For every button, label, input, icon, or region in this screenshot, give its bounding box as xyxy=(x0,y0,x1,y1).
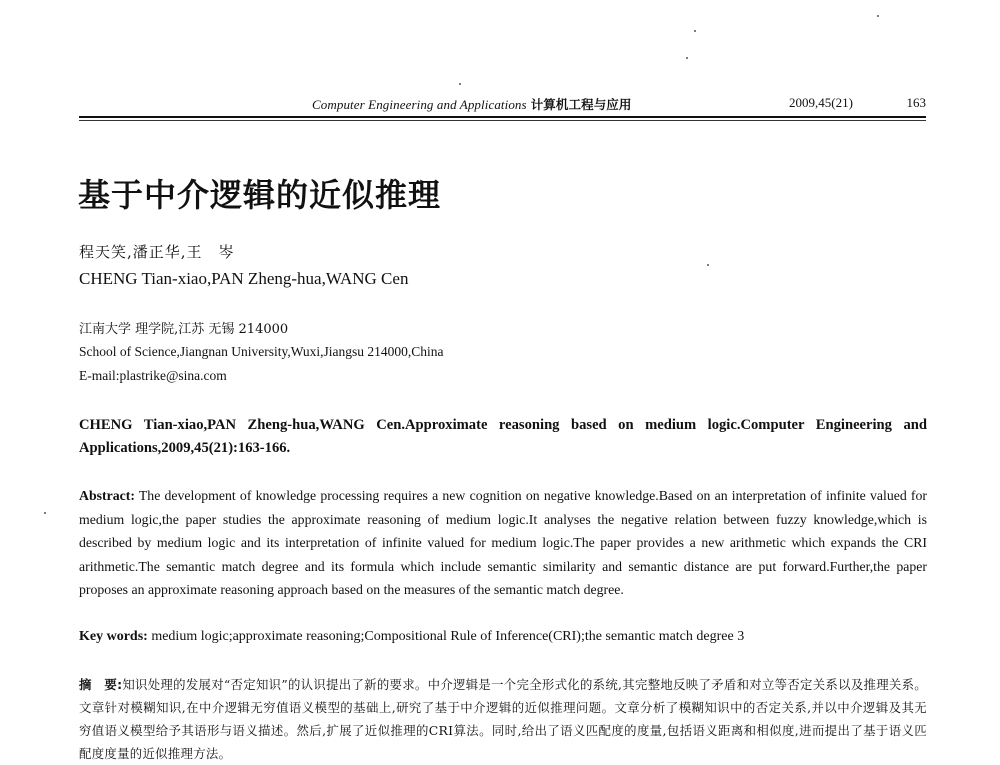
scan-speck xyxy=(877,15,879,17)
keywords-label: Key words: xyxy=(79,629,148,644)
issue-number: 2009,45(21) xyxy=(789,95,853,110)
scan-speck xyxy=(694,30,696,32)
author-email: E-mail:plastrike@sina.com xyxy=(79,368,227,383)
scan-speck xyxy=(44,512,46,514)
abstract-label: Abstract: xyxy=(79,488,135,503)
abstract-english xyxy=(79,484,927,602)
scan-speck xyxy=(686,57,688,59)
journal-name-en: Computer Engineering and Applications xyxy=(312,97,527,112)
header-rule-thin xyxy=(79,120,926,121)
keywords xyxy=(79,626,927,648)
paper-title: 基于中介逻辑的近似推理 xyxy=(78,176,442,214)
authors-chinese: 程天笑,潘正华,王 岑 xyxy=(79,243,235,261)
journal-name xyxy=(312,95,632,113)
scan-speck xyxy=(707,264,709,266)
abstract-chinese-label: 摘 要: xyxy=(79,677,123,692)
running-header xyxy=(79,95,926,117)
journal-name-cn: 计算机工程与应用 xyxy=(530,97,632,112)
abstract-chinese xyxy=(79,673,927,765)
keywords-text: medium logic;approximate reasoning;Compositional Rule of Inference(CRI);the semantic match degree 3 xyxy=(151,629,745,644)
page-number: 163 xyxy=(906,95,926,110)
abstract-text: The development of knowledge processing requires a new cognition on negative knowledge.Based on an interpretation of infinite valued for medium logic,the paper studies the approximate reasoning of medium logic.It analyses the negative relation between fuzzy knowledge,which is described by medium logic and its interpretation of infinite valued for medium logic.The paper provides a new arithmetic which expands the CRI arithmetic.The semantic match degree and its formula which include semantic similarity and semantic distance are put forward.Further,the paper proposes an approximate reasoning approach based on the measures of the semantic match degree. xyxy=(79,488,928,597)
authors-english: CHENG Tian-xiao,PAN Zheng-hua,WANG Cen xyxy=(79,269,409,288)
affiliation-chinese: 江南大学 理学院,江苏 无锡 214000 xyxy=(79,322,289,337)
affiliation-english: School of Science,Jiangnan University,Wuxi,Jiangsu 214000,China xyxy=(79,344,444,359)
abstract-chinese-text: 知识处理的发展对“否定知识”的认识提出了新的要求。中介逻辑是一个完全形式化的系统,其完整地反映了矛盾和对立等否定关系以及推理关系。文章针对模糊知识,在中介逻辑无穷值语义模型的基础上,研究了基于中介逻辑的近似推理问题。文章分析了模糊知识中的否定关系,并以中介逻辑及其无穷值语义模型给予其语形与语义描述。然后,扩展了近似推理的CRI算法。同时,给出了语义匹配度的度量,包括语义距离和相似度,进而提出了基于语义匹配度度量的近似推理方法。 xyxy=(79,677,927,761)
header-rule xyxy=(79,116,926,119)
scan-speck xyxy=(459,83,461,85)
citation: CHENG Tian-xiao,PAN Zheng-hua,WANG Cen.Approximate reasoning based on medium logic.Computer Engineering and Applications,2009,45(21):163-166. xyxy=(79,417,927,456)
